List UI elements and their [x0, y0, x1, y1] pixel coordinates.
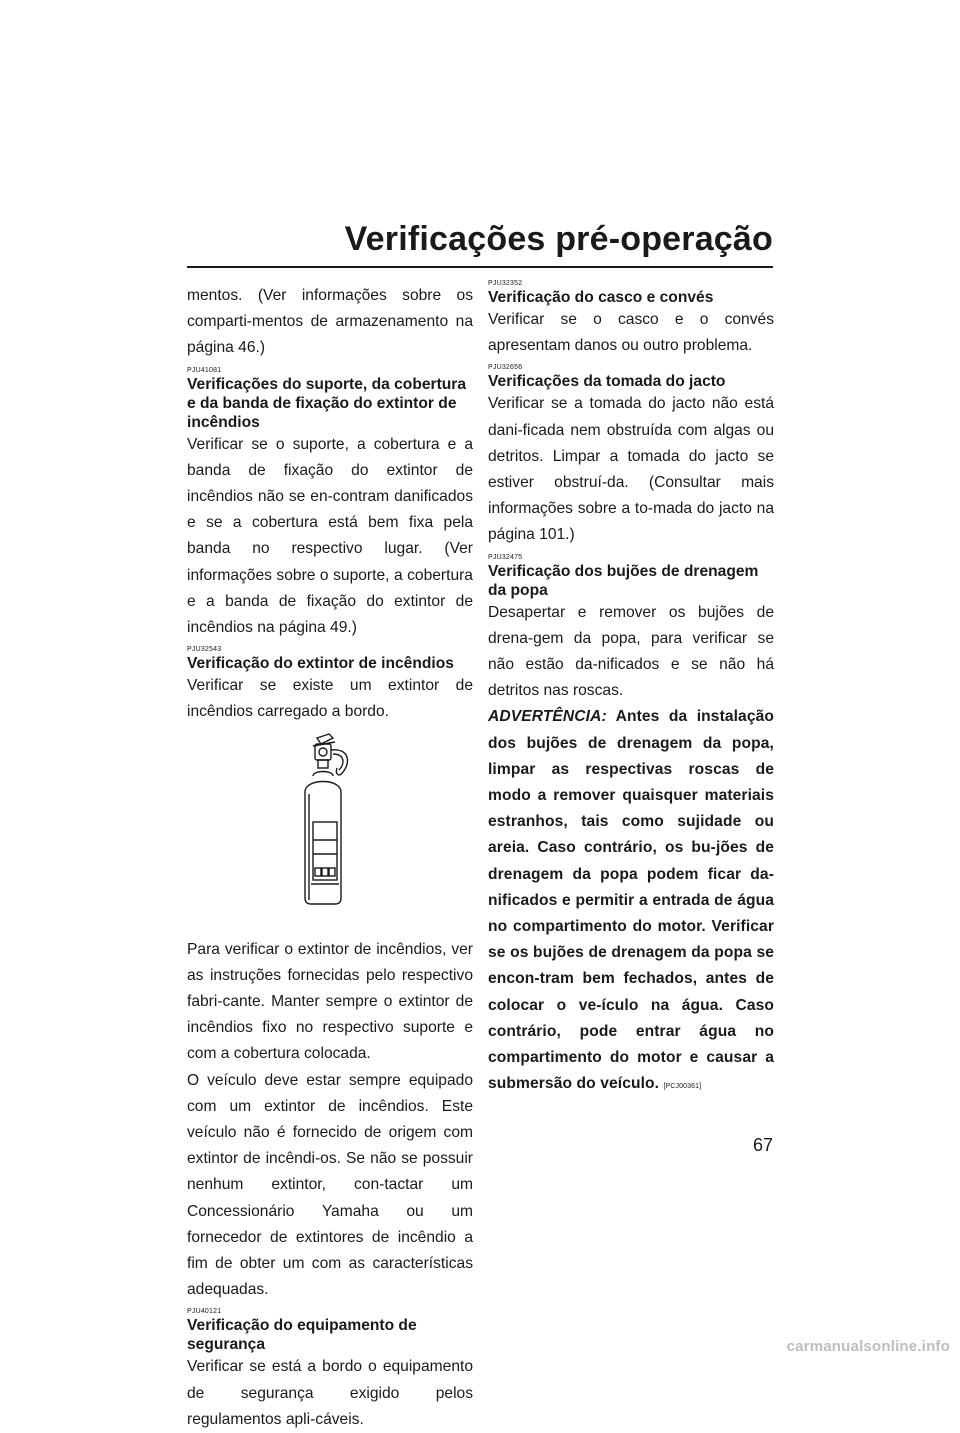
section-code: PJU32543 — [187, 646, 222, 654]
section-code: PJU32475 — [488, 553, 523, 561]
section-body-jet-intake: Verificar se a tomada do jacto não está dani-ficada nem obstruída com algas ou detritos. Limpar a tomada do jacto se estiver obstruí-da. (Consultar mais informações sobre a to-mada do jacto na página 101.) — [488, 395, 774, 544]
section-body-extinguisher-check: Verificar se existe um extintor de incêndios carregado a bordo. — [187, 677, 473, 721]
section-body-drain-plugs: Desapertar e remover os bujões de drena-gem da popa, para verificar se não estão da-nificados e se não há detritos nas roscas. — [488, 603, 774, 700]
section-body-safety-equipment: Verificar se está a bordo o equipamento de segurança exigido pelos regulamentos apli-cáveis. — [187, 1358, 473, 1428]
left-column — [187, 283, 473, 1433]
section-code: PJU32656 — [488, 364, 523, 372]
section-body-hull-deck: Verificar se o casco e o convés apresentam danos ou outro problema. — [488, 311, 774, 355]
section-heading-extinguisher-check: Verificação do extintor de incêndios — [187, 655, 454, 673]
right-column — [488, 280, 775, 1100]
section-body-bracket-check: Verificar se o suporte, a cobertura e a banda de fixação do extintor de incêndios não se en-contram danificados e se a cobertura está bem fixa pela banda no respectivo lugar. (Ver informações sobre o suporte, a cobertura e a banda de fixação do extintor de incêndios na página 49.) — [187, 435, 473, 637]
section-heading-hull-deck: Verificação do casco e convés — [488, 289, 714, 306]
watermark: carmanualsonline.info — [786, 1338, 950, 1355]
section-heading-bracket-check: Verificações do suporte, da cobertura e da banda de fixação do extintor de incêndios — [187, 375, 467, 431]
extinguisher-instructions: Para verificar o extintor de incêndios, ver as instruções fornecidas pelo respectivo fabri-cante. Manter sempre o extintor de incêndios fixo no respectivo suporte e com a cobertura colocada. — [187, 940, 473, 1063]
intro-paragraph: mentos. (Ver informações sobre os comparti-mentos de armazenamento na página 46.) — [187, 287, 473, 357]
warning-label: ADVERTÊNCIA: — [488, 708, 607, 726]
page-number: 67 — [752, 1135, 773, 1155]
section-code: PJU32352 — [488, 280, 523, 287]
title-divider — [187, 266, 773, 268]
warning-text: Antes da instalação dos bujões de drenagem da popa, limpar as respectivas roscas de modo a remover quaisquer materiais estranhos, tais como sujidade ou areia. Caso contrário, os bu-jões de drenagem da popa podem ficar da-nificados e permitir a entrada de água no compartimento do motor. Verificar se os bujões de drenagem da popa se encon-tram bem fechados, antes de colocar o ve-ículo na água. Caso contrário, pode entrar água no compartimento do motor e causar a submersão do veículo. — [488, 708, 775, 1093]
warning-reference-code: [PCJ00361] — [663, 1083, 702, 1091]
section-heading-safety-equipment: Verificação do equipamento de segurança — [187, 1317, 417, 1354]
section-heading-drain-plugs: Verificação dos bujões de drenagem da popa — [488, 562, 759, 599]
section-heading-jet-intake: Verificações da tomada do jacto — [488, 373, 726, 391]
section-code: PJU40121 — [187, 1308, 222, 1316]
warning-block — [488, 704, 774, 1100]
page-title: Verificações pré-operação — [344, 220, 773, 258]
fire-extinguisher-illustration — [187, 732, 473, 937]
fire-extinguisher-icon — [291, 732, 357, 908]
section-code: PJU41081 — [187, 366, 222, 374]
extinguisher-requirement: O veículo deve estar sempre equipado com um extintor de incêndios. Este veículo não é fornecido de origem com extintor de incêndi-os. Se não se possuir nenhum extintor, con-tactar um Concessionário Yamaha ou um fornecedor de extintores de incêndio a fim de obter um com as características adequadas. — [187, 1071, 473, 1299]
